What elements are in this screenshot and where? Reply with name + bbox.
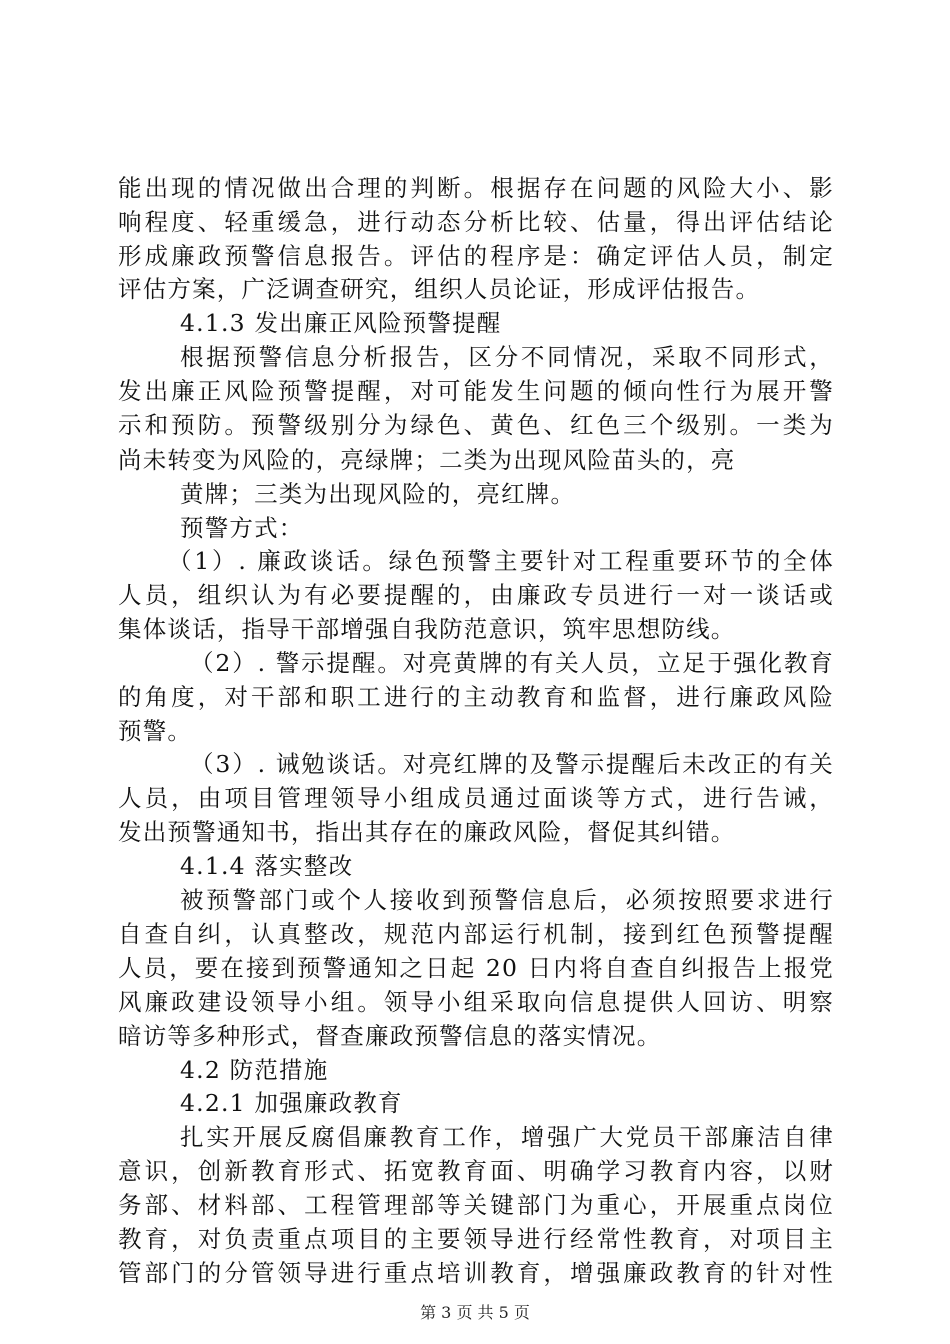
text-line: 被预警部门或个人接收到预警信息后，必须按照要求进行 — [180, 886, 834, 914]
text-line: （2）. 警示提醒。对亮黄牌的有关人员，立足于强化教育 — [190, 649, 834, 677]
text-line: 发出廉正风险预警提醒，对可能发生问题的倾向性行为展开警 — [118, 377, 834, 405]
text-line: 评估方案，广泛调查研究，组织人员论证，形成评估报告。 — [118, 275, 761, 303]
text-line: 示和预防。预警级别分为绿色、黄色、红色三个级别。一类为 — [118, 411, 834, 439]
text-line: 能出现的情况做出合理的判断。根据存在问题的风险大小、影 — [118, 174, 834, 202]
text-line: 人员，要在接到预警通知之日起 20 日内将自查自纠报告上报党 — [118, 954, 834, 982]
page-number-footer: 第 3 页 共 5 页 — [420, 1303, 530, 1322]
text-line: 务部、材料部、工程管理部等关键部门为重心，开展重点岗位 — [118, 1191, 834, 1219]
text-line: 的角度，对干部和职工进行的主动教育和监督，进行廉政风险 — [118, 683, 834, 711]
section-heading: 4.2.1 加强廉政教育 — [180, 1089, 403, 1117]
text-line: 发出预警通知书，指出其存在的廉政风险，督促其纠错。 — [118, 818, 736, 846]
text-line: 人员，由项目管理领导小组成员通过面谈等方式，进行告诫， — [118, 784, 834, 812]
text-line: 自查自纠，认真整改，规范内部运行机制，接到红色预警提醒 — [118, 920, 834, 948]
text-line: 根据预警信息分析报告，区分不同情况，采取不同形式， — [180, 343, 834, 371]
text-line: 预警方式： — [180, 514, 304, 542]
section-heading: 4.1.4 落实整改 — [180, 852, 354, 880]
text-line: 风廉政建设领导小组。领导小组采取向信息提供人回访、明察 — [118, 988, 834, 1016]
text-line: 响程度、轻重缓急，进行动态分析比较、估量，得出评估结论 — [118, 208, 834, 236]
text-line: （1）. 廉政谈话。绿色预警主要针对工程重要环节的全体 — [168, 547, 834, 575]
text-line: 人员，组织认为有必要提醒的，由廉政专员进行一对一谈话或 — [118, 581, 834, 609]
text-line: 尚未转变为风险的，亮绿牌；二类为出现风险苗头的，亮 — [118, 446, 736, 474]
text-line: 黄牌；三类为出现风险的，亮红牌。 — [180, 480, 576, 508]
text-line: 暗访等多种形式，督查廉政预警信息的落实情况。 — [118, 1022, 662, 1050]
text-line: 集体谈话，指导干部增强自我防范意识，筑牢思想防线。 — [118, 615, 736, 643]
text-line: 意识，创新教育形式、拓宽教育面、明确学习教育内容，以财 — [118, 1157, 834, 1185]
text-line: 形成廉政预警信息报告。评估的程序是：确定评估人员，制定 — [118, 242, 834, 270]
section-heading: 4.2 防范措施 — [180, 1056, 329, 1084]
text-line: 教育，对负责重点项目的主要领导进行经常性教育，对项目主 — [118, 1225, 834, 1253]
text-line: 预警。 — [118, 717, 193, 745]
text-line: 管部门的分管领导进行重点培训教育，增强廉政教育的针对性 — [118, 1259, 834, 1287]
section-heading: 4.1.3 发出廉正风险预警提醒 — [180, 309, 502, 337]
text-line: 扎实开展反腐倡廉教育工作，增强广大党员干部廉洁自律 — [180, 1123, 834, 1151]
text-line: （3）. 诫勉谈话。对亮红牌的及警示提醒后未改正的有关 — [190, 750, 834, 778]
